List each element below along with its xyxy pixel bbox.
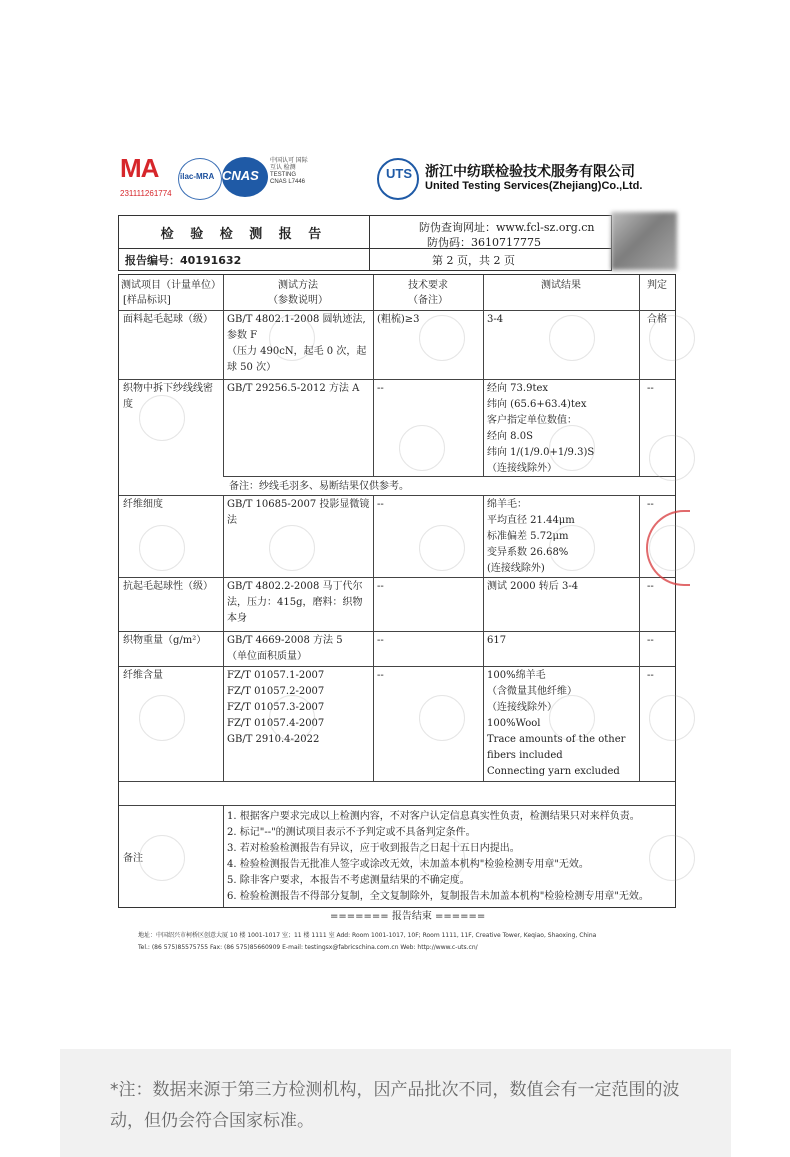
item-cell: 织物重量（g/m²） [123, 635, 207, 646]
item-cell: 抗起毛起球性（级） [123, 581, 213, 592]
ilac-logo-text: ilac-MRA [180, 172, 215, 181]
result-cell: Connecting yarn excluded [487, 766, 620, 777]
result-cell: 客户指定单位数值： [487, 415, 577, 426]
method-cell: FZ/T 01057.4-2007 [227, 718, 325, 729]
judgement-cell: -- [647, 383, 654, 394]
item-cell: 纤维细度 [123, 499, 163, 510]
header-sample: [样品标识] [123, 295, 171, 306]
result-cell: 100%Wool [487, 718, 541, 729]
results-table [118, 274, 676, 908]
watermark-icon [419, 695, 465, 741]
result-cell: fibers included [487, 750, 563, 761]
cma-number: 231111261774 [120, 189, 172, 198]
result-cell: 3-4 [487, 314, 504, 325]
result-cell: 绵羊毛： [487, 499, 527, 510]
watermark-icon [269, 315, 315, 361]
qr-code-blurred [611, 212, 677, 270]
watermark-icon [269, 695, 315, 741]
company-name-cn: 浙江中纺联检验技术服务有限公司 [425, 164, 635, 180]
watermark-icon [139, 835, 185, 881]
page-indicator: 第 2 页，共 2 页 [432, 254, 515, 267]
result-cell: （连接线除外） [487, 463, 557, 474]
result-cell: （含微量其他纤维） [487, 686, 577, 697]
footer-note: *注：数据来源于第三方检测机构，因产品批次不同，数值会有一定范围的波动，但仍会符合国家标准。 [110, 1080, 680, 1131]
watermark-icon [549, 425, 595, 471]
method-cell: GB/T 29256.5-2012 方法 A [227, 383, 360, 394]
judgement-cell: -- [647, 499, 654, 510]
report-header-box [118, 215, 612, 271]
method-cell: （单位面积质量） [227, 651, 307, 662]
item-cell: 度 [123, 399, 133, 410]
header-method-note: （参数说明） [268, 295, 328, 306]
requirement-cell: (粗梳)≥3 [377, 314, 420, 325]
result-cell: 纬向 (65.6+63.4)tex [487, 399, 587, 410]
report-title: 检 验 检 测 报 告 [119, 216, 370, 248]
method-cell: 法，压力：415g，磨料：织物 [227, 597, 363, 608]
header-item: 测试项目（计量单位） [121, 280, 221, 291]
header-remark: （备注） [408, 295, 448, 306]
judgement-cell: -- [647, 581, 654, 592]
report-number: 报告编号：40191632 [125, 254, 242, 267]
watermark-icon [139, 395, 185, 441]
watermark-icon [549, 695, 595, 741]
result-cell: 经向 8.0S [487, 431, 533, 442]
watermark-icon [549, 315, 595, 361]
item-cell: 织物中拆下纱线线密 [123, 383, 213, 394]
verify-code: 防伪码：3610717775 [427, 236, 541, 249]
remark-item: 2. 标记"--"的测试项目表示不予判定或不具备判定条件。 [227, 827, 476, 838]
requirement-cell: -- [377, 581, 384, 592]
watermark-icon [649, 695, 695, 741]
remark-item: 1. 根据客户要求完成以上检测内容，不对客户认定信息真实性负责，检测结果只对来样负责。 [227, 811, 640, 822]
watermark-icon [419, 315, 465, 361]
header-result: 测试结果 [541, 280, 581, 291]
method-cell: 法 [227, 515, 237, 526]
method-cell: GB/T 4802.1-2008 圆轨迹法, [227, 314, 366, 325]
company-name-en: United Testing Services(Zhejiang)Co.,Ltd. [425, 180, 643, 192]
row-note: 备注：纱线毛羽多、易断结果仅供参考。 [229, 481, 409, 492]
method-cell: （压力 490cN，起毛 0 次，起 [227, 346, 367, 357]
watermark-icon [399, 425, 445, 471]
remark-item: 4. 检验检测报告无批准人签字或涂改无效，未加盖本机构"检验检测专用章"无效。 [227, 859, 589, 870]
contact-line: Tel.: (86 575)85575755 Fax: (86 575)85660909 E-mail: testingsx@fabricschina.com.cn Web: http://www.c-uts.cn/ [138, 944, 478, 951]
cnas-caption: 中国认可 国际互认 检测 TESTING CNAS L7446 [270, 158, 308, 185]
result-cell: 经向 73.9tex [487, 383, 549, 394]
header-method: 测试方法 [278, 280, 318, 291]
result-cell: (连接线除外) [487, 563, 545, 574]
method-cell: FZ/T 01057.2-2007 [227, 686, 325, 697]
method-cell: GB/T 2910.4-2022 [227, 734, 320, 745]
judgement-cell: -- [647, 670, 654, 681]
cma-logo [120, 153, 180, 201]
cnas-logo-text: CNAS [222, 168, 259, 183]
remark-item: 5. 除非客户要求，本报告不考虑测量结果的不确定度。 [227, 875, 470, 886]
watermark-icon [269, 525, 315, 571]
address-line: 地址：中国绍兴市柯桥区创意大厦 10 楼 1001-1017 室；11 楼 1111 室 Add: Room 1001-1017, 10F; Room 1111, 11F, Creative Tower, Keqiao, Shaoxing, China [138, 932, 597, 939]
item-cell: 面料起毛起球（级） [123, 314, 213, 325]
watermark-icon [419, 835, 465, 881]
result-cell: 纬向 1/(1/9.0+1/9.3)S [487, 447, 595, 458]
requirement-cell: -- [377, 670, 384, 681]
method-cell: 本身 [227, 613, 247, 624]
result-cell: 测试 2000 转后 3-4 [487, 581, 579, 592]
report-end-line: ======= 报告结束 ====== [330, 911, 486, 922]
method-cell: GB/T 4802.2-2008 马丁代尔 [227, 581, 363, 592]
method-cell: FZ/T 01057.3-2007 [227, 702, 325, 713]
header-requirement: 技术要求 [408, 280, 448, 291]
item-cell: 纤维含量 [123, 670, 163, 681]
requirement-cell: -- [377, 635, 384, 646]
watermark-icon [139, 695, 185, 741]
remarks-label: 备注 [123, 853, 143, 864]
watermark-icon [139, 525, 185, 571]
watermark-icon [649, 315, 695, 361]
requirement-cell: -- [377, 499, 384, 510]
watermark-icon [549, 525, 595, 571]
result-cell: 617 [487, 635, 507, 646]
method-cell: FZ/T 01057.1-2007 [227, 670, 325, 681]
judgement-cell: -- [647, 635, 654, 646]
result-cell: 变异系数 26.68% [487, 547, 569, 558]
result-cell: 标准偏差 5.72μm [487, 531, 569, 542]
address-block [138, 930, 596, 954]
judgement-cell: 合格 [647, 314, 667, 325]
result-cell: 100%绵羊毛 [487, 670, 546, 681]
cma-logo-text: MA [120, 153, 159, 183]
requirement-cell: -- [377, 383, 384, 394]
remark-item: 3. 若对检验检测报告有异议，应于收到报告之日起十五日内提出。 [227, 843, 520, 854]
header-judgement: 判定 [647, 280, 667, 291]
watermark-icon [649, 435, 695, 481]
method-cell: 球 50 次） [227, 362, 277, 373]
result-cell: Trace amounts of the other [487, 734, 626, 745]
watermark-icon [649, 835, 695, 881]
method-cell: GB/T 4669-2008 方法 5 [227, 635, 343, 646]
remark-item: 6. 检验检测报告不得部分复制，全文复制除外，复制报告未加盖本机构"检验检测专用章"无效。 [227, 891, 649, 902]
result-cell: （连接线除外） [487, 702, 557, 713]
method-cell: 参数 F [227, 330, 258, 341]
method-cell: GB/T 10685-2007 投影显微镜 [227, 499, 370, 510]
verify-site: 防伪查询网址：www.fcl-sz.org.cn [419, 221, 595, 234]
watermark-icon [419, 525, 465, 571]
uts-logo-glyph: UTS [386, 166, 412, 181]
result-cell: 平均直径 21.44μm [487, 515, 575, 526]
